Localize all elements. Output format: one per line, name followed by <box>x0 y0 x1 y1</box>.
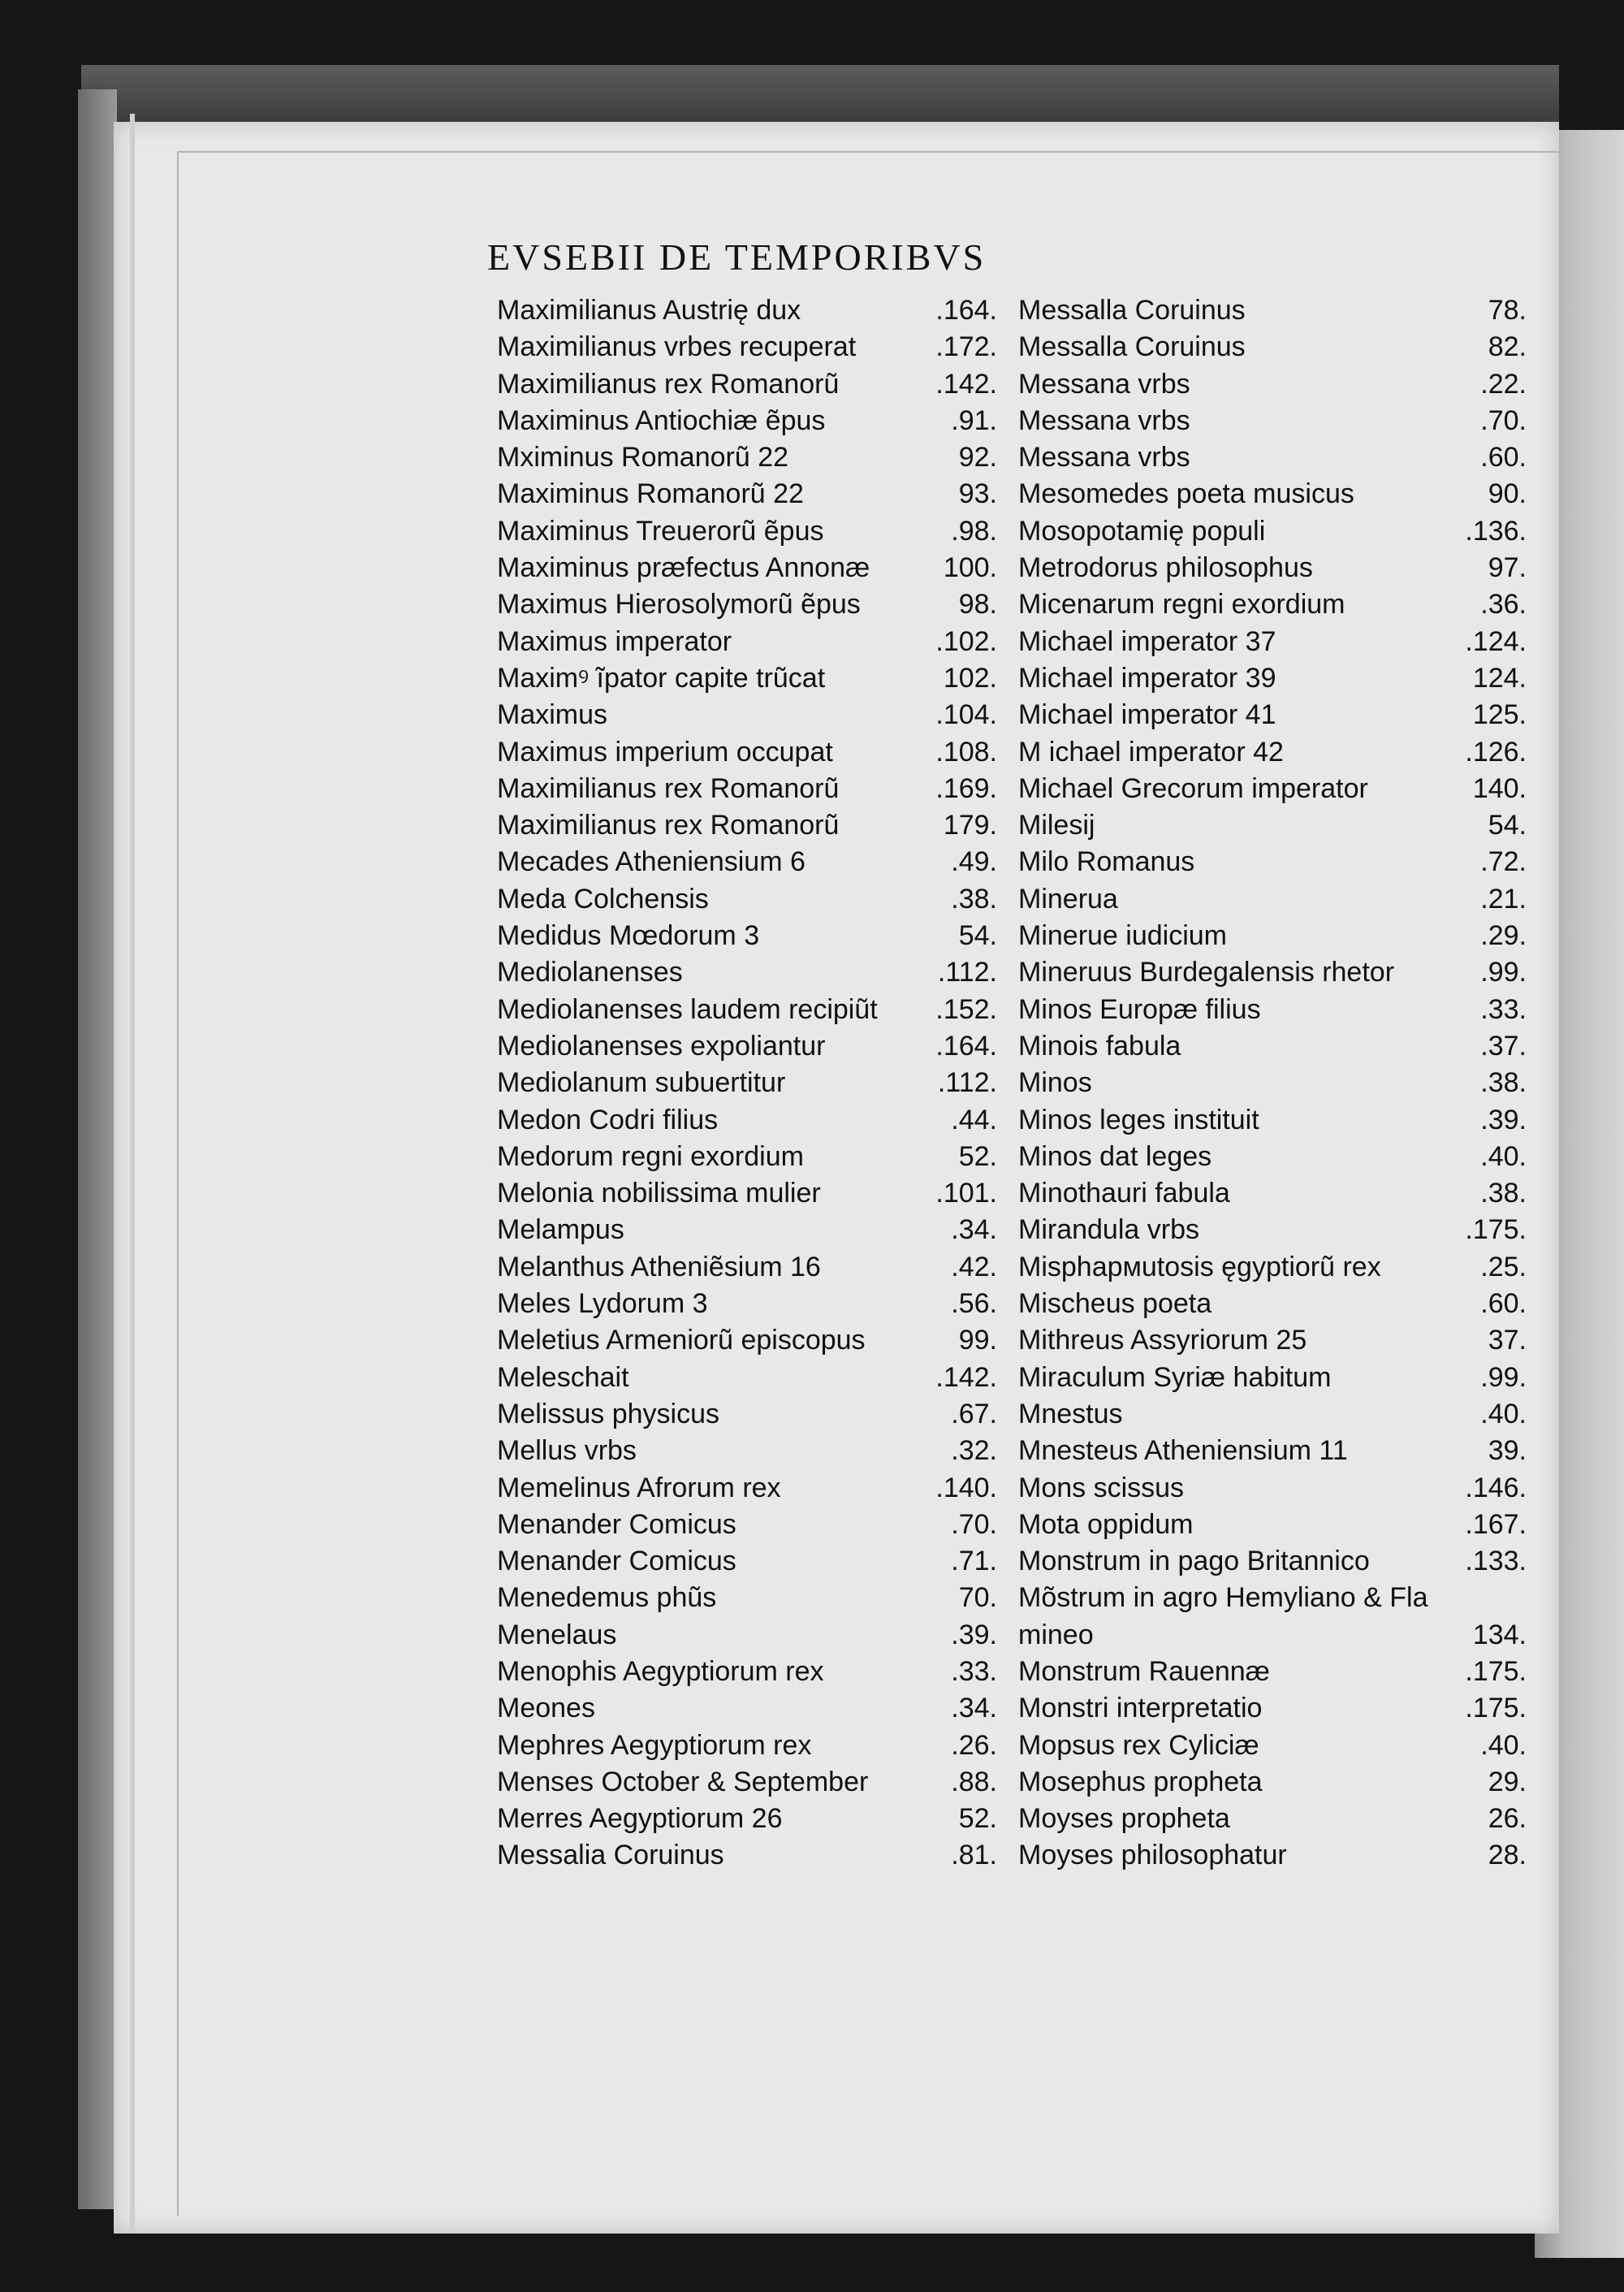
entry-name: Minos leges instituit <box>1018 1104 1259 1135</box>
entry-page-number: .70. <box>951 1508 997 1540</box>
entry-name: Merres Aegyptiorum 26 <box>497 1803 783 1835</box>
index-entry <box>1018 1322 1527 1359</box>
entry-name: Mopsus rex Cyliciæ <box>1018 1729 1259 1761</box>
index-entry <box>1018 292 1527 329</box>
entry-name: Meleschait <box>497 1361 629 1393</box>
index-entry <box>497 660 997 697</box>
entry-name: Michael Grecorum imperator <box>1018 772 1368 804</box>
index-entry <box>497 1764 997 1801</box>
entry-page-number: .71. <box>951 1546 997 1577</box>
entry-name: Maximinus Treuerorũ ẽpus <box>497 515 824 547</box>
entry-name: Moyses philosophatur <box>1018 1840 1287 1871</box>
index-entry <box>1018 844 1527 880</box>
entry-name: Melonia nobilissima mulier <box>497 1178 821 1209</box>
entry-page-number: .49. <box>951 846 997 878</box>
entry-page-number: .112. <box>937 1067 997 1099</box>
entry-page-number: .99. <box>1480 957 1527 988</box>
index-entry <box>1018 1102 1527 1139</box>
entry-page-number: 92. <box>958 442 997 474</box>
entry-name: Michael imperator 41 <box>1018 699 1276 731</box>
index-entry <box>497 1654 997 1690</box>
index-entry <box>1018 734 1527 771</box>
index-entry <box>1018 513 1527 550</box>
index-entry <box>1018 992 1527 1028</box>
entry-name: Maximinus Antiochiæ ẽpus <box>497 404 826 436</box>
index-entry <box>497 329 997 365</box>
entry-name: Mosephus propheta <box>1018 1766 1263 1797</box>
index-entry <box>497 586 997 623</box>
index-entry <box>1018 660 1527 697</box>
entry-name: Monstrum in pago Britannico <box>1018 1546 1370 1577</box>
entry-name: Mediolanum subuertitur <box>497 1067 786 1099</box>
entry-name: Moyses propheta <box>1018 1803 1230 1835</box>
entry-page-number: .175. <box>1465 1214 1527 1246</box>
entry-page-number: .42. <box>951 1251 997 1282</box>
entry-page-number: .33. <box>951 1655 997 1687</box>
index-entry <box>497 1286 997 1322</box>
entry-name: mineo <box>1018 1619 1094 1650</box>
binding-board-top <box>81 65 1559 122</box>
entry-page-number: 99. <box>958 1325 997 1356</box>
entry-page-number: .60. <box>1480 1288 1527 1320</box>
entry-name: Mnesteus Atheniensium 11 <box>1018 1435 1348 1467</box>
index-entry <box>1018 1139 1527 1175</box>
entry-name: Maximilianus rex Romanorũ <box>497 810 840 841</box>
entry-page-number: 52. <box>958 1803 997 1835</box>
index-entry <box>1018 1286 1527 1322</box>
index-entry <box>497 734 997 771</box>
entry-name: Mirandula vrbs <box>1018 1214 1199 1246</box>
index-entry <box>1018 1728 1527 1764</box>
index-column-right <box>1018 292 1527 1875</box>
index-entry <box>497 1728 997 1764</box>
entry-name: Messana vrbs <box>1018 404 1190 436</box>
index-entry <box>497 1580 997 1616</box>
entry-name: Mediolanenses laudem recipiũt <box>497 993 878 1025</box>
index-entry <box>497 1433 997 1469</box>
entry-name: Monstri interpretatio <box>1018 1693 1263 1724</box>
index-entry <box>497 624 997 660</box>
entry-name: Misphармutosis ęgyptiorũ rex <box>1018 1251 1381 1282</box>
entry-page-number: .29. <box>1480 920 1527 952</box>
entry-name: Minos <box>1018 1067 1092 1099</box>
entry-page-number: .126. <box>1465 736 1527 768</box>
index-entry <box>497 1322 997 1359</box>
entry-page-number: .32. <box>951 1435 997 1467</box>
entry-page-number: 70. <box>958 1582 997 1614</box>
entry-name: Metrodorus philosophus <box>1018 552 1313 584</box>
index-entry <box>1018 1433 1527 1469</box>
entry-page-number: 29. <box>1488 1766 1527 1797</box>
entry-page-number: .112. <box>937 957 997 988</box>
entry-name: Miraculum Syriæ habitum <box>1018 1361 1332 1393</box>
index-entry <box>497 1470 997 1507</box>
entry-page-number: 102. <box>943 662 997 694</box>
index-entry <box>1018 1175 1527 1212</box>
index-entry <box>497 1175 997 1212</box>
page-title: EVSEBII DE TEMPORIBVS <box>487 236 987 278</box>
entry-name: Maximus imperium occupat <box>497 736 833 768</box>
entry-name: Mephres Aegyptiorum rex <box>497 1729 812 1761</box>
index-entry <box>1018 476 1527 512</box>
entry-page-number: .39. <box>951 1619 997 1650</box>
index-entry <box>1018 1470 1527 1507</box>
entry-page-number: .67. <box>951 1398 997 1429</box>
entry-name: Mximinus Romanorũ 22 <box>497 442 789 474</box>
index-entry <box>1018 403 1527 439</box>
index-entry <box>1018 1028 1527 1065</box>
entry-page-number: .81. <box>951 1840 997 1871</box>
entry-name: Mota oppidum <box>1018 1508 1194 1540</box>
entry-name: Memelinus Afrorum rex <box>497 1472 781 1503</box>
entry-name: Maximinus præfectus Annonæ <box>497 552 870 584</box>
entry-name: Mediolanenses <box>497 957 683 988</box>
entry-name: Melissus physicus <box>497 1398 719 1429</box>
index-entry <box>1018 439 1527 476</box>
index-entry <box>497 1212 997 1248</box>
entry-page-number: .38. <box>1480 1067 1527 1099</box>
entry-name: Messalla Coruinus <box>1018 331 1246 363</box>
index-entry <box>497 954 997 991</box>
index-entry <box>497 992 997 1028</box>
index-entry <box>1018 1617 1527 1654</box>
entry-name: Meletius Armeniorũ episcopus <box>497 1325 866 1356</box>
entry-name: Milo Romanus <box>1018 846 1195 878</box>
index-entry <box>1018 329 1527 365</box>
index-entry <box>497 1065 997 1101</box>
entry-page-number: 100. <box>943 552 997 584</box>
entry-page-number: .40. <box>1480 1140 1527 1172</box>
entry-page-number: .26. <box>951 1729 997 1761</box>
index-entry <box>497 476 997 512</box>
index-entry <box>497 513 997 550</box>
index-entry <box>1018 954 1527 991</box>
index-entry <box>1018 1360 1527 1396</box>
entry-page-number: .40. <box>1480 1729 1527 1761</box>
entry-name: Menedemus phũs <box>497 1582 717 1614</box>
index-entry <box>497 1102 997 1139</box>
index-entry <box>497 1360 997 1396</box>
entry-page-number: .34. <box>951 1693 997 1724</box>
page-stack-edge <box>130 114 135 2234</box>
entry-name: Maximilianus rex Romanorũ <box>497 772 840 804</box>
index-entry <box>497 403 997 439</box>
entry-page-number: .101. <box>935 1178 997 1209</box>
entry-page-number: .136. <box>1465 515 1527 547</box>
entry-page-number: .175. <box>1465 1693 1527 1724</box>
entry-name: Maximilianus Austrię dux <box>497 295 801 326</box>
entry-page-number: .142. <box>935 368 997 400</box>
entry-page-number: .164. <box>935 1030 997 1062</box>
entry-name: Milesij <box>1018 810 1095 841</box>
entry-name: Maximilianus rex Romanorũ <box>497 368 840 400</box>
entry-name: Mellus vrbs <box>497 1435 637 1467</box>
entry-page-number: .169. <box>935 772 997 804</box>
entry-name: Maximilianus vrbes recuperat <box>497 331 857 363</box>
entry-name: Maximus <box>497 699 608 731</box>
index-entry <box>497 1617 997 1654</box>
entry-page-number: .37. <box>1480 1030 1527 1062</box>
index-entry <box>497 844 997 880</box>
index-column-left <box>497 292 997 1875</box>
entry-name: Messalia Coruinus <box>497 1840 724 1871</box>
entry-page-number: 26. <box>1488 1803 1527 1835</box>
entry-name: Mnestus <box>1018 1398 1123 1429</box>
index-entry <box>1018 881 1527 918</box>
entry-name: Minothauri fabula <box>1018 1178 1230 1209</box>
entry-page-number: .22. <box>1480 368 1527 400</box>
entry-page-number: 179. <box>943 810 997 841</box>
entry-name: Menander Comicus <box>497 1546 736 1577</box>
entry-name: Mischeus poeta <box>1018 1288 1212 1320</box>
index-entry <box>1018 1065 1527 1101</box>
index-entry <box>1018 1801 1527 1837</box>
entry-name: Melanthus Atheniẽsium 16 <box>497 1251 821 1282</box>
entry-page-number: .38. <box>951 883 997 915</box>
entry-name: Menander Comicus <box>497 1508 736 1540</box>
index-entry <box>1018 1764 1527 1801</box>
entry-name: Messana vrbs <box>1018 442 1190 474</box>
index-entry <box>497 697 997 733</box>
entry-page-number: .39. <box>1480 1104 1527 1135</box>
entry-page-number: .167. <box>1465 1508 1527 1540</box>
index-entry <box>1018 771 1527 807</box>
entry-name: M ichael imperator 42 <box>1018 736 1284 768</box>
entry-page-number: .99. <box>1480 1361 1527 1393</box>
entry-name: Medorum regni exordium <box>497 1140 804 1172</box>
index-entry <box>497 439 997 476</box>
entry-name: Menelaus <box>497 1619 617 1650</box>
entry-name: Minos Europæ filius <box>1018 993 1261 1025</box>
entry-page-number: .91. <box>951 404 997 436</box>
entry-name: Minois fabula <box>1018 1030 1181 1062</box>
entry-name: Mecades Atheniensium 6 <box>497 846 806 878</box>
index-entry <box>1018 1212 1527 1248</box>
entry-page-number: 52. <box>958 1140 997 1172</box>
entry-page-number: .33. <box>1480 993 1527 1025</box>
entry-name: Messana vrbs <box>1018 368 1190 400</box>
entry-name: Medon Codri filius <box>497 1104 719 1135</box>
entry-page-number: .25. <box>1480 1251 1527 1282</box>
entry-page-number: .70. <box>1480 404 1527 436</box>
entry-page-number: .60. <box>1480 442 1527 474</box>
entry-name: Menophis Aegyptiorum rex <box>497 1655 824 1687</box>
index-entry <box>497 1507 997 1543</box>
index-entry <box>1018 1580 1527 1616</box>
entry-page-number: .34. <box>951 1214 997 1246</box>
index-entry <box>1018 624 1527 660</box>
entry-name: Meles Lydorum 3 <box>497 1288 708 1320</box>
entry-name: Maximus imperator <box>497 625 732 657</box>
entry-page-number: 97. <box>1488 552 1527 584</box>
entry-name: Micenarum regni exordium <box>1018 589 1345 621</box>
entry-page-number: .175. <box>1465 1655 1527 1687</box>
index-entry <box>497 1837 997 1874</box>
entry-page-number: 124. <box>1472 662 1527 694</box>
entry-page-number: .36. <box>1480 589 1527 621</box>
index-entry <box>1018 1396 1527 1433</box>
index-entry <box>1018 550 1527 586</box>
entry-page-number: 82. <box>1488 331 1527 363</box>
entry-page-number: 90. <box>1488 478 1527 510</box>
entry-page-number: 28. <box>1488 1840 1527 1871</box>
entry-page-number: 134. <box>1472 1619 1527 1650</box>
index-entry <box>1018 1654 1527 1690</box>
entry-page-number: .146. <box>1465 1472 1527 1503</box>
index-entry <box>1018 918 1527 954</box>
entry-page-number: .104. <box>935 699 997 731</box>
entry-page-number: .44. <box>951 1104 997 1135</box>
entry-name: Meones <box>497 1693 595 1724</box>
index-entry <box>497 1690 997 1727</box>
index-entry <box>497 1028 997 1065</box>
index-entry <box>1018 1837 1527 1874</box>
entry-page-number: .142. <box>935 1361 997 1393</box>
entry-page-number: .140. <box>935 1472 997 1503</box>
index-entry <box>1018 366 1527 403</box>
index-entry <box>497 550 997 586</box>
entry-page-number: .72. <box>1480 846 1527 878</box>
index-entry <box>497 366 997 403</box>
entry-page-number: .38. <box>1480 1178 1527 1209</box>
entry-page-number: .88. <box>951 1766 997 1797</box>
index-entry <box>497 1801 997 1837</box>
index-entry <box>1018 807 1527 844</box>
index-entry <box>497 1543 997 1580</box>
entry-name: Menses October & September <box>497 1766 869 1797</box>
entry-name: Monstrum Rauennæ <box>1018 1655 1270 1687</box>
entry-page-number: 93. <box>958 478 997 510</box>
entry-name: Meda Colchensis <box>497 883 709 915</box>
index-entry <box>497 1249 997 1286</box>
entry-page-number: .164. <box>935 295 997 326</box>
entry-page-number: 54. <box>1488 810 1527 841</box>
entry-name: Michael imperator 39 <box>1018 662 1276 694</box>
index-entry <box>1018 1507 1527 1543</box>
entry-name: Minos dat leges <box>1018 1140 1212 1172</box>
entry-page-number: .124. <box>1465 625 1527 657</box>
entry-name: Minerue iudicium <box>1018 920 1227 952</box>
entry-name: Michael imperator 37 <box>1018 625 1276 657</box>
entry-page-number: .21. <box>1480 883 1527 915</box>
index-entry <box>497 1396 997 1433</box>
entry-name: Minerua <box>1018 883 1118 915</box>
index-entry <box>497 1139 997 1175</box>
entry-page-number: .40. <box>1480 1398 1527 1429</box>
index-entry <box>1018 1690 1527 1727</box>
index-entry <box>497 292 997 329</box>
entry-name: Mõstrum in agro Hemyliano & Fla <box>1018 1582 1428 1614</box>
entry-page-number: 98. <box>958 589 997 621</box>
entry-name: Melampus <box>497 1214 624 1246</box>
entry-page-number: .98. <box>951 515 997 547</box>
entry-page-number: 125. <box>1472 699 1527 731</box>
entry-page-number: 140. <box>1472 772 1527 804</box>
entry-name: Medidus Mœdorum 3 <box>497 920 760 952</box>
entry-page-number: .102. <box>935 625 997 657</box>
entry-name: Mediolanenses expoliantur <box>497 1030 826 1062</box>
entry-name: Mons scissus <box>1018 1472 1185 1503</box>
index-entry <box>1018 1543 1527 1580</box>
entry-page-number: 54. <box>958 920 997 952</box>
index-entry <box>497 918 997 954</box>
entry-name: Maximinus Romanorũ 22 <box>497 478 804 510</box>
entry-name: Maximus Hierosolymorũ ẽpus <box>497 589 861 621</box>
entry-name: Mineruus Burdegalensis rhetor <box>1018 957 1395 988</box>
entry-page-number: .172. <box>935 331 997 363</box>
entry-page-number: .56. <box>951 1288 997 1320</box>
entry-name: Mesomedes poeta musicus <box>1018 478 1354 510</box>
index-entry <box>1018 586 1527 623</box>
entry-page-number: 39. <box>1488 1435 1527 1467</box>
entry-page-number: 78. <box>1488 295 1527 326</box>
entry-page-number: 37. <box>1488 1325 1527 1356</box>
index-entry <box>497 881 997 918</box>
entry-name: Messalla Coruinus <box>1018 295 1246 326</box>
binding-board-left <box>78 89 117 2209</box>
entry-name: Mithreus Assyriorum 25 <box>1018 1325 1307 1356</box>
index-entry <box>1018 697 1527 733</box>
entry-page-number: .133. <box>1465 1546 1527 1577</box>
entry-page-number: .152. <box>935 993 997 1025</box>
index-entry <box>1018 1249 1527 1286</box>
entry-page-number: .108. <box>935 736 997 768</box>
index-entry <box>497 771 997 807</box>
entry-name: Maximꝰ ĩpator capite trũcat <box>497 662 826 694</box>
index-entry <box>497 807 997 844</box>
entry-name: Mosopotamię populi <box>1018 515 1266 547</box>
